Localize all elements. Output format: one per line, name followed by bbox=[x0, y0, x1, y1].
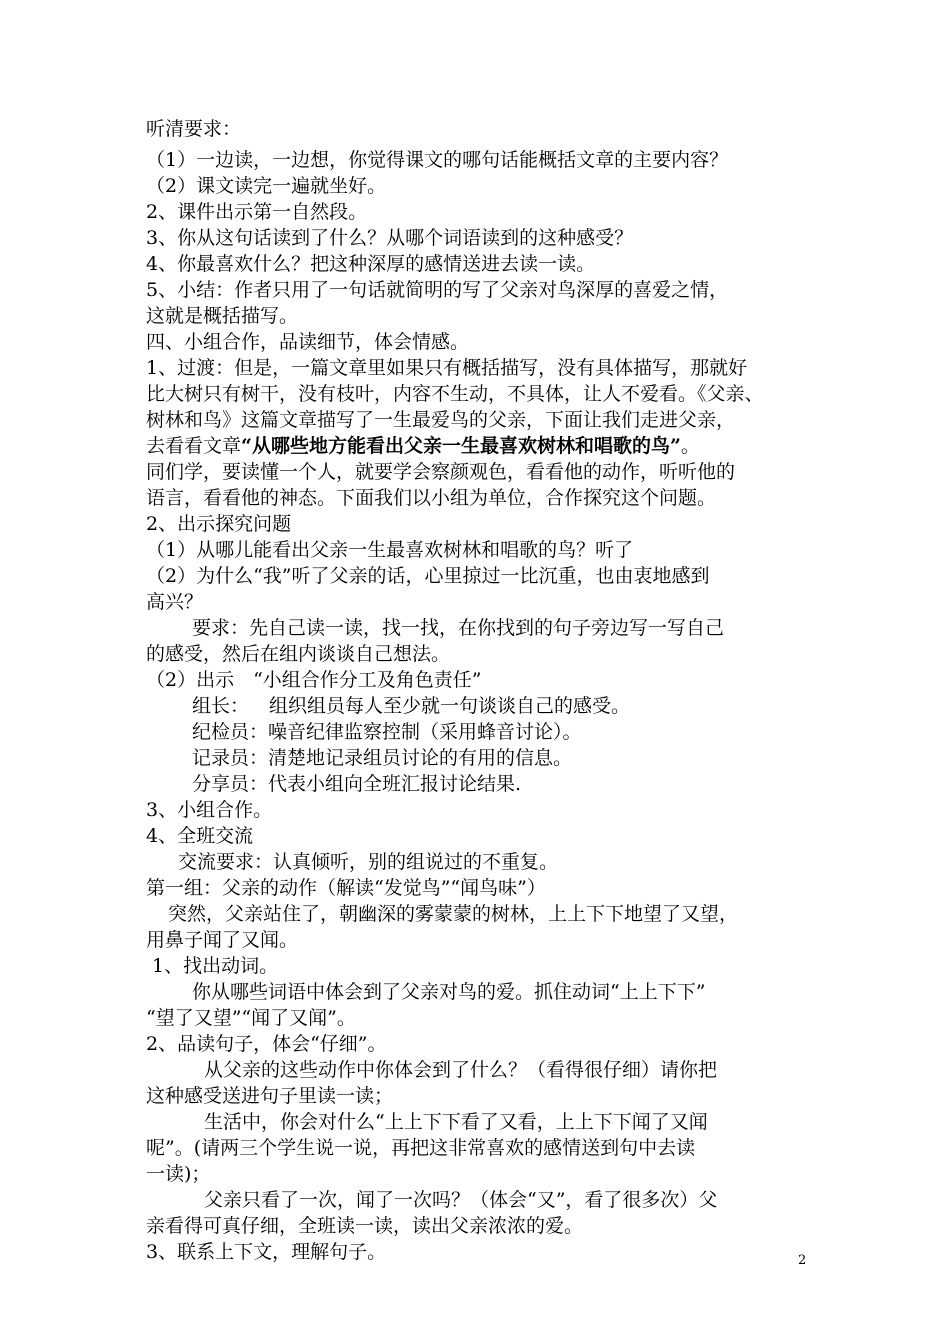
text-line: 听清要求： bbox=[146, 118, 242, 140]
role-duty: 组织组员每人至少就一句谈谈自己的感受。 bbox=[269, 695, 631, 717]
role-line: 纪检员：噪音纪律监察控制（采用蜂音讨论）。 bbox=[192, 721, 582, 743]
role-name: 组长： bbox=[192, 695, 250, 717]
text-line: （1）一边读，一边想，你觉得课文的哪句话能概括文章的主要内容？ bbox=[146, 149, 729, 171]
text-line: 父亲只看了一次，闻了一次吗？（体会“又”，看了很多次）父 bbox=[204, 1189, 718, 1211]
text-line: 同们学，要读懂一个人，就要学会察颜观色，看看他的动作，听听他的 bbox=[146, 461, 736, 483]
text-line: 3、你从这句话读到了什么？从哪个词语读到的这种感受？ bbox=[146, 227, 634, 249]
text-line: 2、品读句子，体会“仔细”。 bbox=[146, 1033, 387, 1055]
text-line: 比大树只有树干，没有枝叶，内容不生动，不具体，让人不爱看。《父亲、 bbox=[146, 383, 764, 405]
text-line: 1、过渡：但是，一篇文章里如果只有概括描写，没有具体描写，那就好 bbox=[146, 357, 748, 379]
text-line: （2）为什么“我”听了父亲的话，心里掠过一比沉重，也由衷地感到 bbox=[146, 565, 710, 587]
text-line: 从父亲的这些动作中你体会到了什么？（看得很仔细）请你把 bbox=[204, 1059, 718, 1081]
text-line: 交流要求：认真倾听，别的组说过的不重复。 bbox=[178, 851, 559, 873]
text-line: （1）从哪儿能看出父亲一生最喜欢树林和唱歌的鸟？听了 bbox=[146, 539, 634, 561]
bold-question: “从哪些地方能看出父亲一生最喜欢树林和唱歌的鸟” bbox=[241, 435, 681, 457]
section-heading: 四、小组合作，品读细节，体会情感。 bbox=[146, 331, 470, 353]
text-line: 这就是概括描写。 bbox=[146, 305, 299, 327]
text-line: 5、小结：作者只用了一句话就简明的写了父亲对鸟深厚的喜爱之情， bbox=[146, 279, 729, 301]
text-line: 要求：先自己读一读，找一找，在你找到的句子旁边写一写自己 bbox=[192, 617, 725, 639]
text-line: 3、小组合作。 bbox=[146, 799, 273, 821]
text-line: 用鼻子闻了又闻。 bbox=[146, 929, 299, 951]
text-line: 这种感受送进句子里读一读； bbox=[146, 1085, 394, 1107]
role-line: 记录员：清楚地记录组员讨论的有用的信息。 bbox=[192, 747, 573, 769]
text-line: 的感受，然后在组内谈谈自己想法。 bbox=[146, 643, 451, 665]
text-run: 去看看文章 bbox=[146, 435, 242, 457]
text-line: 1、找出动词。 bbox=[152, 955, 279, 977]
text-line bbox=[146, 433, 826, 459]
text-line: （2）课文读完一遍就坐好。 bbox=[146, 175, 387, 197]
text-line: 呢”。(请两三个学生说一说，再把这非常喜欢的感情送到句中去读 bbox=[146, 1137, 696, 1159]
text-line: 3、联系上下文，理解句子。 bbox=[146, 1241, 387, 1263]
text-line: 生活中，你会对什么“上上下下看了又看，上上下下闻了又闻 bbox=[204, 1111, 708, 1133]
text-line: 亲看得可真仔细，全班读一读，读出父亲浓浓的爱。 bbox=[146, 1215, 584, 1237]
text-line: 4、你最喜欢什么？把这种深厚的感情送进去读一读。 bbox=[146, 253, 596, 275]
text-line: 一读)； bbox=[146, 1163, 211, 1185]
role-line: 分享员：代表小组向全班汇报讨论结果. bbox=[192, 773, 522, 795]
text-line: 2、课件出示第一自然段。 bbox=[146, 201, 368, 223]
text-line: 语言，看看他的神态。下面我们以小组为单位，合作探究这个问题。 bbox=[146, 487, 717, 509]
text-line: 突然，父亲站住了，朝幽深的雾蒙蒙的树林，上上下下地望了又望， bbox=[168, 903, 739, 925]
text-line: 树林和鸟》这篇文章描写了一生最爱鸟的父亲，下面让我们走进父亲， bbox=[146, 409, 736, 431]
text-line: 第一组：父亲的动作（解读“发觉鸟”“闻鸟味”） bbox=[146, 877, 546, 899]
text-line: 高兴？ bbox=[146, 591, 204, 613]
text-line: 你从哪些词语中体会到了父亲对鸟的爱。抓住动词“上上下下” bbox=[192, 981, 706, 1003]
page-number: 2 bbox=[798, 1253, 807, 1268]
text-line: 4、全班交流 bbox=[146, 825, 254, 847]
role-line bbox=[192, 693, 872, 719]
text-line: 2、出示探究问题 bbox=[146, 513, 292, 535]
text-run: 。 bbox=[680, 435, 700, 457]
text-line: “望了又望”“闻了又闻”。 bbox=[146, 1007, 356, 1029]
text-line: （2）出示 “小组合作分工及角色责任” bbox=[146, 669, 482, 691]
